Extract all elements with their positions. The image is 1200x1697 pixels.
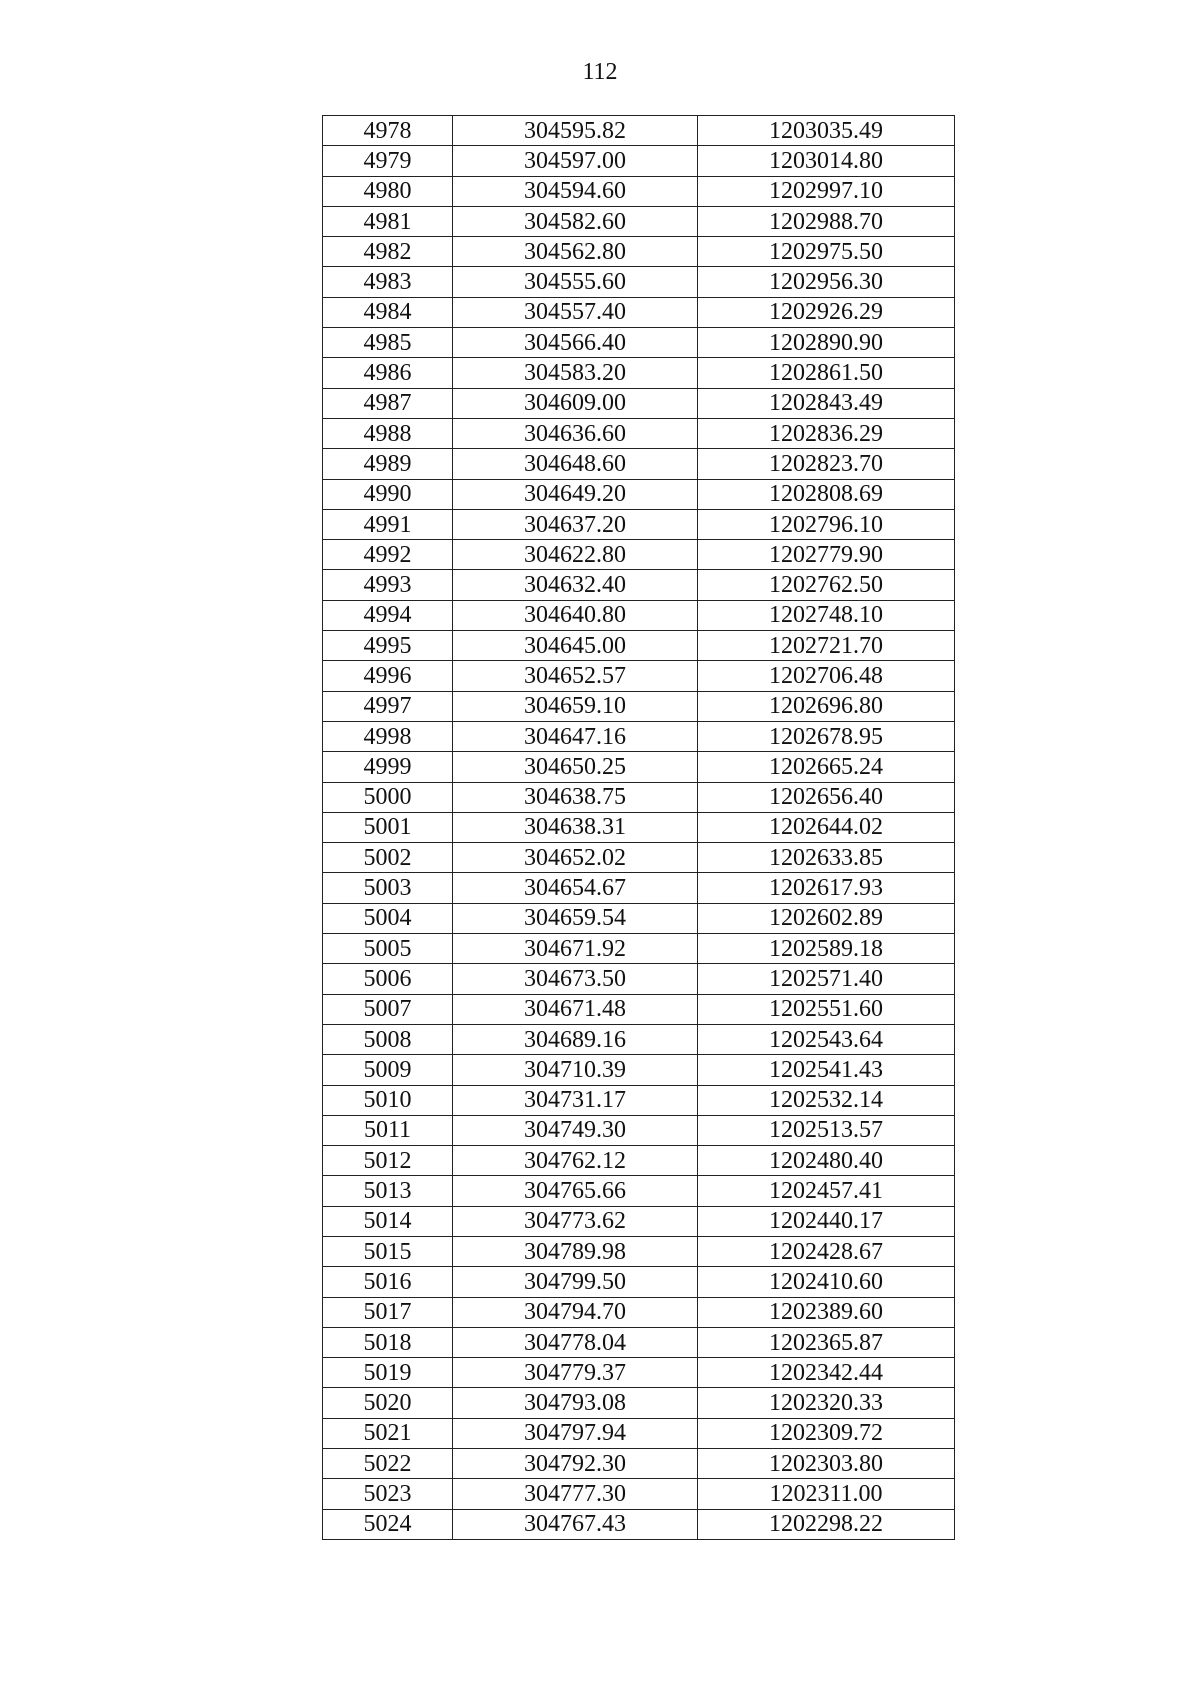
y-coordinate-cell: 1202365.87 — [698, 1327, 955, 1357]
point-number-cell: 4985 — [323, 328, 453, 358]
table-row — [323, 1449, 955, 1479]
point-number-cell: 5018 — [323, 1327, 453, 1357]
y-coordinate-cell: 1202589.18 — [698, 934, 955, 964]
y-coordinate-cell: 1202678.95 — [698, 721, 955, 751]
point-number-cell: 5024 — [323, 1509, 453, 1539]
y-coordinate-cell: 1202843.49 — [698, 388, 955, 418]
point-number-cell: 5009 — [323, 1055, 453, 1085]
table-row — [323, 934, 955, 964]
x-coordinate-cell: 304652.02 — [453, 843, 698, 873]
table-row — [323, 1297, 955, 1327]
y-coordinate-cell: 1202823.70 — [698, 449, 955, 479]
x-coordinate-cell: 304659.10 — [453, 691, 698, 721]
table-row — [323, 1327, 955, 1357]
x-coordinate-cell: 304562.80 — [453, 237, 698, 267]
table-row — [323, 782, 955, 812]
x-coordinate-cell: 304659.54 — [453, 903, 698, 933]
table-row — [323, 297, 955, 327]
point-number-cell: 5001 — [323, 812, 453, 842]
x-coordinate-cell: 304789.98 — [453, 1236, 698, 1266]
table-row — [323, 237, 955, 267]
point-number-cell: 4999 — [323, 752, 453, 782]
x-coordinate-cell: 304793.08 — [453, 1388, 698, 1418]
table-row — [323, 661, 955, 691]
y-coordinate-cell: 1202389.60 — [698, 1297, 955, 1327]
x-coordinate-cell: 304689.16 — [453, 1024, 698, 1054]
y-coordinate-cell: 1202457.41 — [698, 1176, 955, 1206]
table-row — [323, 1388, 955, 1418]
point-number-cell: 5014 — [323, 1206, 453, 1236]
x-coordinate-cell: 304595.82 — [453, 116, 698, 146]
y-coordinate-cell: 1202808.69 — [698, 479, 955, 509]
y-coordinate-cell: 1202571.40 — [698, 964, 955, 994]
table-row — [323, 843, 955, 873]
table-row — [323, 1176, 955, 1206]
point-number-cell: 5017 — [323, 1297, 453, 1327]
y-coordinate-cell: 1202440.17 — [698, 1206, 955, 1236]
y-coordinate-cell: 1202997.10 — [698, 176, 955, 206]
y-coordinate-cell: 1202309.72 — [698, 1418, 955, 1448]
point-number-cell: 5013 — [323, 1176, 453, 1206]
y-coordinate-cell: 1202956.30 — [698, 267, 955, 297]
y-coordinate-cell: 1202644.02 — [698, 812, 955, 842]
x-coordinate-cell: 304640.80 — [453, 600, 698, 630]
y-coordinate-cell: 1202988.70 — [698, 206, 955, 236]
table-row — [323, 479, 955, 509]
table-row — [323, 1115, 955, 1145]
y-coordinate-cell: 1202656.40 — [698, 782, 955, 812]
y-coordinate-cell: 1202480.40 — [698, 1146, 955, 1176]
point-number-cell: 4991 — [323, 509, 453, 539]
x-coordinate-cell: 304555.60 — [453, 267, 698, 297]
table-row — [323, 691, 955, 721]
y-coordinate-cell: 1202890.90 — [698, 328, 955, 358]
x-coordinate-cell: 304779.37 — [453, 1358, 698, 1388]
table-row — [323, 1418, 955, 1448]
table-row — [323, 570, 955, 600]
point-number-cell: 4993 — [323, 570, 453, 600]
x-coordinate-cell: 304777.30 — [453, 1479, 698, 1509]
table-row — [323, 964, 955, 994]
table-row — [323, 1236, 955, 1266]
y-coordinate-cell: 1202551.60 — [698, 994, 955, 1024]
table-row — [323, 328, 955, 358]
y-coordinate-cell: 1202696.80 — [698, 691, 955, 721]
table-row — [323, 358, 955, 388]
table-row — [323, 1055, 955, 1085]
x-coordinate-cell: 304767.43 — [453, 1509, 698, 1539]
y-coordinate-cell: 1202861.50 — [698, 358, 955, 388]
point-number-cell: 5003 — [323, 873, 453, 903]
point-number-cell: 5002 — [323, 843, 453, 873]
table-row — [323, 600, 955, 630]
y-coordinate-cell: 1202926.29 — [698, 297, 955, 327]
table-row — [323, 903, 955, 933]
table-row — [323, 721, 955, 751]
point-number-cell: 5004 — [323, 903, 453, 933]
y-coordinate-cell: 1202665.24 — [698, 752, 955, 782]
x-coordinate-cell: 304594.60 — [453, 176, 698, 206]
x-coordinate-cell: 304731.17 — [453, 1085, 698, 1115]
point-number-cell: 4998 — [323, 721, 453, 751]
point-number-cell: 4988 — [323, 418, 453, 448]
x-coordinate-cell: 304609.00 — [453, 388, 698, 418]
x-coordinate-cell: 304673.50 — [453, 964, 698, 994]
table-row — [323, 1146, 955, 1176]
point-number-cell: 5016 — [323, 1267, 453, 1297]
table-row — [323, 1085, 955, 1115]
point-number-cell: 4982 — [323, 237, 453, 267]
y-coordinate-cell: 1202706.48 — [698, 661, 955, 691]
x-coordinate-cell: 304799.50 — [453, 1267, 698, 1297]
x-coordinate-cell: 304671.48 — [453, 994, 698, 1024]
x-coordinate-cell: 304671.92 — [453, 934, 698, 964]
x-coordinate-cell: 304648.60 — [453, 449, 698, 479]
x-coordinate-cell: 304650.25 — [453, 752, 698, 782]
table-row — [323, 176, 955, 206]
y-coordinate-cell: 1203035.49 — [698, 116, 955, 146]
y-coordinate-cell: 1202633.85 — [698, 843, 955, 873]
table-row — [323, 873, 955, 903]
x-coordinate-cell: 304583.20 — [453, 358, 698, 388]
x-coordinate-cell: 304638.31 — [453, 812, 698, 842]
table-row — [323, 146, 955, 176]
table-row — [323, 388, 955, 418]
point-number-cell: 4997 — [323, 691, 453, 721]
x-coordinate-cell: 304647.16 — [453, 721, 698, 751]
y-coordinate-cell: 1202748.10 — [698, 600, 955, 630]
table-row — [323, 418, 955, 448]
table-row — [323, 1358, 955, 1388]
y-coordinate-cell: 1202532.14 — [698, 1085, 955, 1115]
y-coordinate-cell: 1202796.10 — [698, 509, 955, 539]
y-coordinate-cell: 1202428.67 — [698, 1236, 955, 1266]
y-coordinate-cell: 1202617.93 — [698, 873, 955, 903]
x-coordinate-cell: 304582.60 — [453, 206, 698, 236]
x-coordinate-cell: 304652.57 — [453, 661, 698, 691]
point-number-cell: 4995 — [323, 631, 453, 661]
point-number-cell: 4992 — [323, 540, 453, 570]
table-row — [323, 1509, 955, 1539]
table-row — [323, 206, 955, 236]
y-coordinate-cell: 1202975.50 — [698, 237, 955, 267]
point-number-cell: 5007 — [323, 994, 453, 1024]
table-row — [323, 1479, 955, 1509]
y-coordinate-cell: 1202311.00 — [698, 1479, 955, 1509]
y-coordinate-cell: 1202543.64 — [698, 1024, 955, 1054]
x-coordinate-cell: 304622.80 — [453, 540, 698, 570]
point-number-cell: 5019 — [323, 1358, 453, 1388]
point-number-cell: 5020 — [323, 1388, 453, 1418]
x-coordinate-cell: 304765.66 — [453, 1176, 698, 1206]
y-coordinate-cell: 1202779.90 — [698, 540, 955, 570]
page-number: 112 — [582, 59, 618, 85]
point-number-cell: 4980 — [323, 176, 453, 206]
point-number-cell: 5023 — [323, 1479, 453, 1509]
coordinate-table-body — [323, 116, 955, 1540]
y-coordinate-cell: 1202721.70 — [698, 631, 955, 661]
point-number-cell: 4979 — [323, 146, 453, 176]
y-coordinate-cell: 1202541.43 — [698, 1055, 955, 1085]
x-coordinate-cell: 304632.40 — [453, 570, 698, 600]
x-coordinate-cell: 304762.12 — [453, 1146, 698, 1176]
y-coordinate-cell: 1202762.50 — [698, 570, 955, 600]
y-coordinate-cell: 1202836.29 — [698, 418, 955, 448]
x-coordinate-cell: 304794.70 — [453, 1297, 698, 1327]
table-row — [323, 631, 955, 661]
x-coordinate-cell: 304597.00 — [453, 146, 698, 176]
table-row — [323, 1267, 955, 1297]
table-row — [323, 994, 955, 1024]
table-row — [323, 116, 955, 146]
y-coordinate-cell: 1202298.22 — [698, 1509, 955, 1539]
table-row — [323, 540, 955, 570]
table-row — [323, 267, 955, 297]
table-row — [323, 1024, 955, 1054]
x-coordinate-cell: 304566.40 — [453, 328, 698, 358]
y-coordinate-cell: 1202303.80 — [698, 1449, 955, 1479]
x-coordinate-cell: 304778.04 — [453, 1327, 698, 1357]
point-number-cell: 5022 — [323, 1449, 453, 1479]
table-row — [323, 449, 955, 479]
point-number-cell: 5010 — [323, 1085, 453, 1115]
coordinate-table — [322, 115, 955, 1540]
point-number-cell: 4996 — [323, 661, 453, 691]
y-coordinate-cell: 1202513.57 — [698, 1115, 955, 1145]
x-coordinate-cell: 304654.67 — [453, 873, 698, 903]
x-coordinate-cell: 304649.20 — [453, 479, 698, 509]
point-number-cell: 5011 — [323, 1115, 453, 1145]
x-coordinate-cell: 304637.20 — [453, 509, 698, 539]
table-row — [323, 1206, 955, 1236]
x-coordinate-cell: 304557.40 — [453, 297, 698, 327]
point-number-cell: 4983 — [323, 267, 453, 297]
point-number-cell: 5008 — [323, 1024, 453, 1054]
x-coordinate-cell: 304797.94 — [453, 1418, 698, 1448]
point-number-cell: 4990 — [323, 479, 453, 509]
point-number-cell: 5021 — [323, 1418, 453, 1448]
table-row — [323, 812, 955, 842]
table-row — [323, 509, 955, 539]
y-coordinate-cell: 1202320.33 — [698, 1388, 955, 1418]
point-number-cell: 4981 — [323, 206, 453, 236]
x-coordinate-cell: 304710.39 — [453, 1055, 698, 1085]
point-number-cell: 5006 — [323, 964, 453, 994]
x-coordinate-cell: 304638.75 — [453, 782, 698, 812]
point-number-cell: 4994 — [323, 600, 453, 630]
y-coordinate-cell: 1202410.60 — [698, 1267, 955, 1297]
table-row — [323, 752, 955, 782]
x-coordinate-cell: 304792.30 — [453, 1449, 698, 1479]
y-coordinate-cell: 1202602.89 — [698, 903, 955, 933]
x-coordinate-cell: 304645.00 — [453, 631, 698, 661]
point-number-cell: 4984 — [323, 297, 453, 327]
x-coordinate-cell: 304749.30 — [453, 1115, 698, 1145]
point-number-cell: 5012 — [323, 1146, 453, 1176]
point-number-cell: 4987 — [323, 388, 453, 418]
point-number-cell: 5015 — [323, 1236, 453, 1266]
y-coordinate-cell: 1202342.44 — [698, 1358, 955, 1388]
point-number-cell: 5000 — [323, 782, 453, 812]
x-coordinate-cell: 304636.60 — [453, 418, 698, 448]
point-number-cell: 4989 — [323, 449, 453, 479]
x-coordinate-cell: 304773.62 — [453, 1206, 698, 1236]
point-number-cell: 5005 — [323, 934, 453, 964]
point-number-cell: 4986 — [323, 358, 453, 388]
y-coordinate-cell: 1203014.80 — [698, 146, 955, 176]
point-number-cell: 4978 — [323, 116, 453, 146]
